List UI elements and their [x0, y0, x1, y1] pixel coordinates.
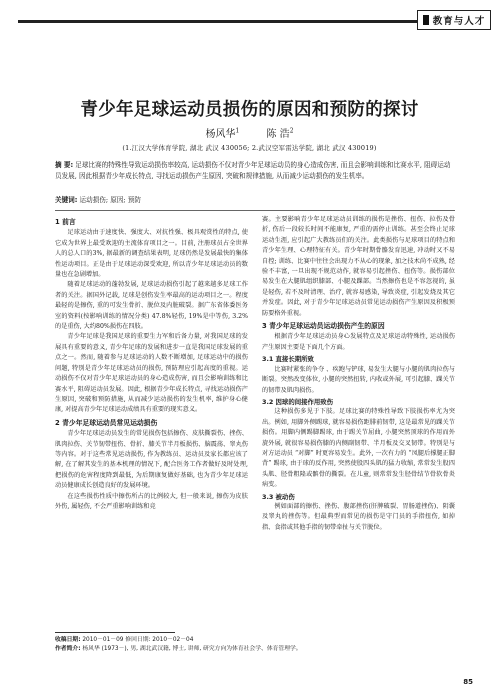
abstract-label: 摘 要:: [55, 161, 74, 169]
abstract: [55, 160, 455, 181]
left-column: [55, 215, 248, 512]
footnote-received: [55, 636, 475, 645]
right-column: [262, 215, 455, 533]
body-paragraph: 青少年足球是我国足球的重要生力军和后备力量, 对我国足球的发展具有重要的意义, 青少年足球的发展和进步一直是我国足球发展的重点之一。然而, 随着参与足球运动的人数不断增加, 足球运动中的损伤问题, 特别是青少年足球运动员的损伤, 预防理应引起高度的重视。运动损伤不仅对青少年足球运动员的身心造成伤害, 而且会影响训练和比赛水平, 阻碍运动员发展。因此, 根据青少年成长特点, 寻找运动损伤产生原因, 突破和预防措施, 从而减少运动损伤的发生机率, 维护身心健康, 对提高青少年足球运动成绩具有重要的现实意义。: [55, 333, 248, 414]
subsection-heading: 3.2 因球的间接作用致伤: [262, 397, 334, 406]
footnote-rule: [55, 632, 175, 633]
header-rule: [18, 20, 421, 23]
footnote-text: 杨风华 (1973－), 男, 湖北武汉籍, 博士, 讲师, 研究方向为体育社会学、体育管理学。: [82, 646, 302, 652]
author-line: [0, 125, 499, 140]
footnote-label: 作者简介:: [55, 646, 81, 652]
body-paragraph: 比赛时紧张的争夺 、疾跑与铲球, 易发生大腿与小腿的肌肉拉伤与断裂。突然改变体位, 小腿的突然扭转, 内收或外展, 可引起膝、踝关节的韧带及肌肉损伤。: [262, 365, 455, 394]
page-number: 85: [463, 678, 473, 686]
section-label-box: [417, 10, 491, 30]
subsection-heading: 3.3 被动伤: [262, 492, 295, 501]
section-label: 教育与人才: [432, 16, 486, 27]
body-paragraph: 这种损伤多见于下肢。足球比赛的特殊性导致下肢损伤率尤为突出。例如, 用脚外侧踢球, 就容易损伤距腓前韧带, 这是最常见的踝关节损伤。用脚内侧踢脚踢球, 由于踢关节屈曲, 小腿突然顶球的作用而外旋外展, 就很容易损伤膝的内侧副韧带、半月板及交叉韧带。特别是与对方运动员 “对脚” 时更容易发生。此外, 一次有力的 “凤腿后撑腿正脚背” 踢球, 由于球的反作用, 突然使股四头肌的猛力收缩, 常常发生股四头肌、胫骨粗隆或髌骨的撕裂。在儿童, 则常常发生胫骨结节骨软骨炎病变。: [262, 408, 455, 489]
body-paragraph: 在这些损伤性质中擦伤所占的比例较大, 但一般来说, 擦伤为皮肤外伤, 属轻伤, 不会严重影响训练和竞: [55, 492, 248, 510]
keywords: [55, 195, 455, 205]
abstract-divider: [55, 210, 455, 211]
body-paragraph: 例如面部的擦伤、挫伤、腹部挫伤(肝脾破裂、胃肠道挫伤)、阴囊及睾丸的挫伤等。但最典型而常见的损伤是守门员的手指扭伤, 如掉指、食指或其他手指的韧带牵扯与关节脱位。: [262, 502, 455, 531]
body-paragraph: 足球运动由于速度快、强度大、对抗性强、极具观赏性的特点, 使它成为世界上最受欢迎的主流体育项目之一。目前, 注册球员占全世界人的总人口的3%, 据最新的调查结果表明, 足球仍然是发展最快的集体性运动项目。正是由于足球运动深受欢迎, 所以青少年足球运动员的数量也在急剧增加。: [55, 229, 248, 279]
keywords-label: 关键词:: [55, 196, 78, 204]
footnote-label: 收稿日期:: [55, 637, 81, 643]
section-marker-icon: [423, 15, 429, 25]
section-heading: 3 青少年足球运动员运动损伤产生的原因: [262, 322, 385, 331]
affiliation: (1.江汉大学体育学院, 湖北 武汉 430056; 2.武汉空军雷达学院, 湖北 武汉 430019): [122, 144, 377, 152]
footnote-author-bio: [55, 645, 475, 654]
abstract-text: 足球比赛的特殊性导致运动损伤率较高, 运动损伤不仅对青少年足球运动员的身心造成伤害, 而且会影响训练和比赛水平, 阻碍运动员发展, 因此根据青少年成长特点, 寻找运动损伤产生原因, 突破和规律措施, 从而减少运动损伤的发生机率。: [55, 161, 451, 180]
author-name: 陈 浩: [266, 129, 290, 140]
author: [205, 129, 239, 140]
body-paragraph: 青少年足球运动员发生的常见损伤包括擦伤、皮肤撕裂伤、挫伤、肌肉拉伤、关节韧带扭伤、骨折、膝关节半月板损伤、脑震荡、睾丸伤等内容。对于这些常见运动损伤, 作为教练员、运动员及家长都应该了解, 在了解其发生的基本机理的情况下, 配合医务工作者做好及时处理, 把损伤的危害程度降到最低, 为后期康复做好基础, 也为青少年足球运动员健康成长创造良好的发展环境。: [55, 430, 248, 490]
section-heading: 1 前言: [55, 218, 76, 226]
subsection-heading: 3.1 直接长期所致: [262, 355, 314, 364]
footnote-text: 2010－01－09 修回日期: 2010－02－04: [82, 637, 194, 643]
paper-title: 青少年足球运动员损伤的原因和预防的探讨: [80, 100, 419, 120]
keywords-text: 运动损伤; 原因; 预防: [79, 196, 141, 204]
section-heading: 2 青少年足球运动员常见运动损伤: [55, 418, 158, 427]
author-mark: 2: [289, 127, 294, 135]
author-mark: 1: [235, 127, 240, 135]
journal-header: [0, 8, 499, 30]
body-paragraph: 根据青少年足球运动员身心发展特点及足球运动特殊性, 运动损伤产生原因主要是下面几个方面。: [262, 333, 455, 351]
body-paragraph: 随着足球运动的蓬勃发展, 足球运动损伤引起了越来越多足球工作者的关注。据国外记载, 足球是创伤发生率最高的运动项目之一。程度最轻的是擦伤, 重的可发生骨折、脱位及内脏破裂。据广东省体委医务室的资料(按影响训练的情况分类) 47.8%轻伤, 19%是中等伤, 3.2%的是重伤, 大约80%损伤在四肢。: [55, 281, 248, 331]
author: [267, 129, 294, 140]
author-name: 杨风华: [205, 129, 236, 140]
body-paragraph: 赛。主要影响青少年足球运动员训练的损伤是挫伤、扭伤、拉伤及骨折, 伤后一段较长时间不能康复, 严重的需停止训练。甚至会终止足球运动生涯, 应引起广大教练员们的关注。此类损伤与足球项目的特点和青少年生理、心理特征有关。青少年时期骨骼发育迅速, 冲动时又不易自控; 训练、比赛中往往会出现力不从心的现象, 加之技术尚不成熟, 经验不丰富, 一旦出现不规范动作, 就容易引起挫伤、扭伤等。损伤部位易发生在大腿肌组织膝部、小腿及踝部。当然擦伤也是不容忽视的, 虽是轻伤, 若不及时清理、治疗, 就容易感染, 导致炎症, 引起发烧及其它并发症。因此, 对于青少年足球运动员常见运动损伤产生原因及积极预防要格外重视。: [262, 216, 455, 317]
